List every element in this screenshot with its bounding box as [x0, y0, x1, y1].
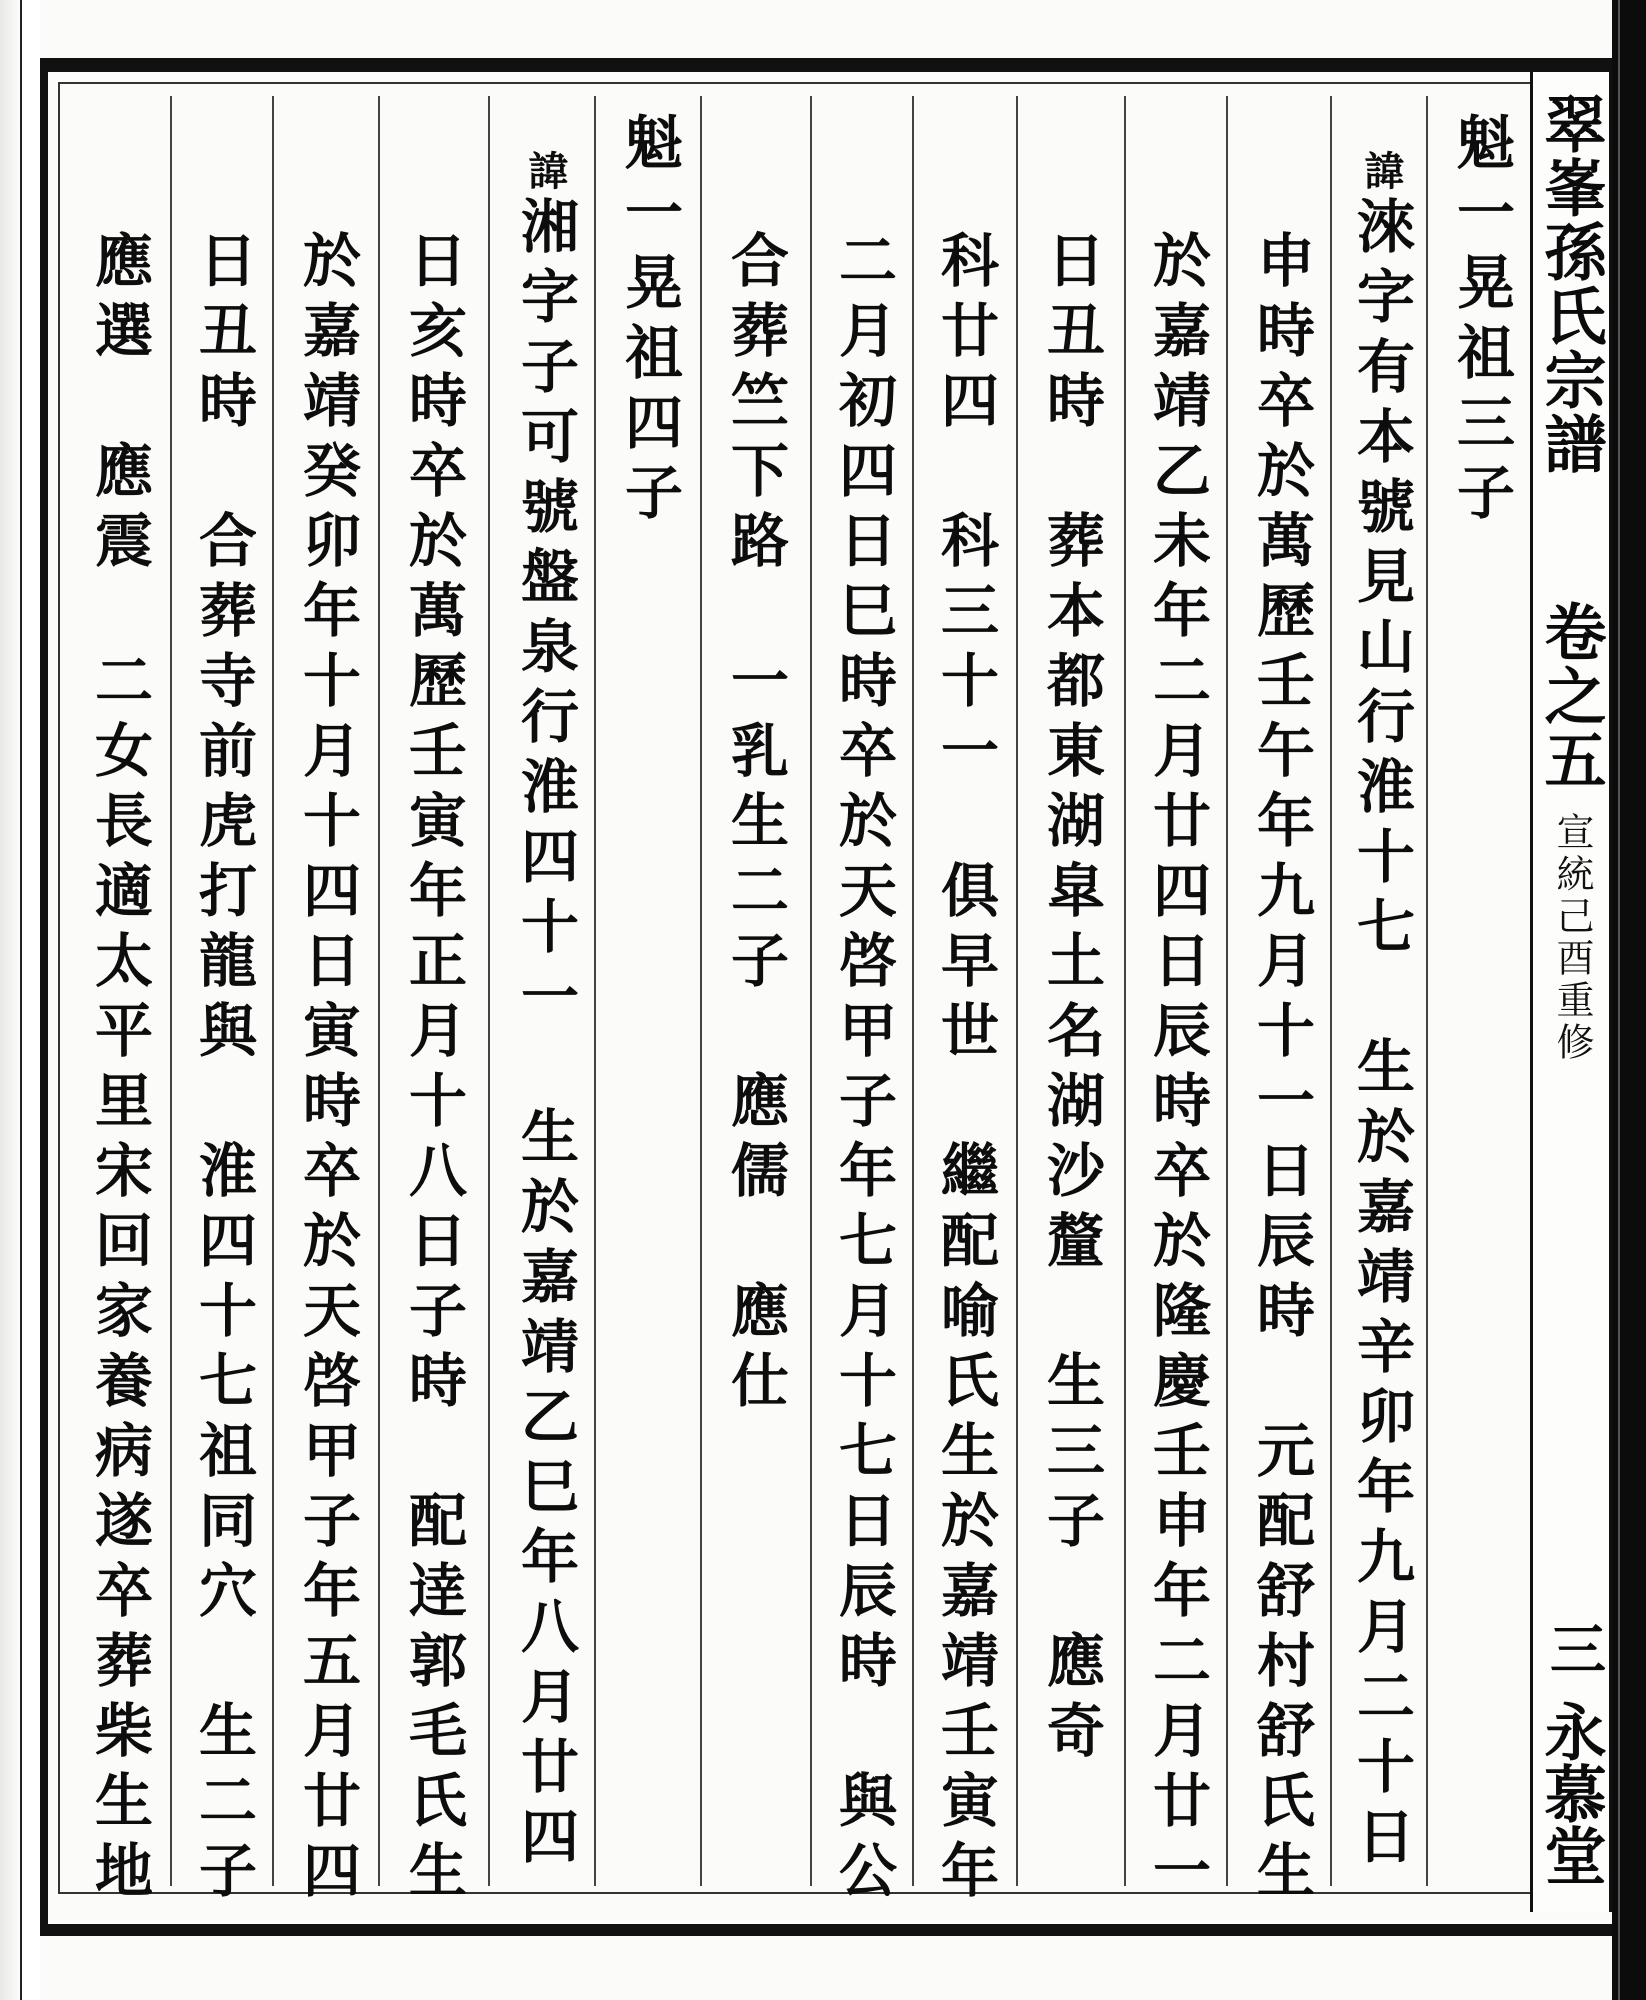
- column-text: 合葬竺下路 一乳生二子 應儒 應仕: [721, 230, 789, 1420]
- page-number: 三: [1541, 1620, 1607, 1676]
- book-spine-edge: [1612, 0, 1646, 2000]
- column-text: 日丑時 合葬寺前虎打龍與 淮四十七祖同穴 生二子: [189, 230, 257, 1910]
- column-divider: [810, 96, 812, 1886]
- column-divider: [1426, 96, 1428, 1886]
- text-column-5: [1026, 230, 1116, 1770]
- column-divider: [378, 96, 380, 1886]
- column-text: 於嘉靖乙未年二月廿四日辰時卒於隆慶壬申年二月廿一: [1143, 230, 1211, 1910]
- column-text: 魁一晃祖四子: [615, 112, 683, 532]
- column-text: 二月初四日巳時卒於天啓甲子年七月十七日辰時 與公: [829, 230, 897, 1910]
- text-column-11: [388, 230, 478, 1910]
- edition-label: 宣統己酉重修: [1550, 812, 1594, 1064]
- column-divider: [1226, 96, 1228, 1886]
- book-title: 翠峯孫氏宗譜: [1534, 92, 1607, 476]
- column-text: 湘字子可號盤泉行淮四十一 生於嘉靖乙巳年八月廿四: [511, 196, 579, 1876]
- column-divider: [1330, 96, 1332, 1886]
- text-column-2: [1336, 150, 1426, 1876]
- column-divider: [1016, 96, 1018, 1886]
- previous-page-edge: [0, 0, 40, 2000]
- column-text: 科廿四 科三十一 俱早世 繼配喻氏生於嘉靖壬寅年: [931, 230, 999, 1910]
- text-column-8: [710, 230, 800, 1420]
- text-column-13: [178, 230, 268, 1910]
- column-text: 日丑時 葬本都東湖皐土名湖沙釐 生三子 應奇: [1037, 230, 1105, 1770]
- column-text: 於嘉靖癸卯年十月十四日寅時卒於天啓甲子年五月廿四: [293, 230, 361, 1910]
- taboo-name-marker: 諱: [522, 150, 569, 196]
- text-column-6: [920, 230, 1010, 1910]
- hall-name: 永慕堂: [1534, 1700, 1607, 1886]
- text-column-14: [74, 230, 164, 1910]
- text-column-7: [818, 230, 908, 1910]
- column-text: 日亥時卒於萬歷壬寅年正月十八日子時 配逹郭毛氏生: [399, 230, 467, 1910]
- column-divider: [700, 96, 702, 1886]
- text-column-3: [1236, 230, 1326, 1910]
- text-column-10: [500, 150, 590, 1876]
- column-divider: [488, 96, 490, 1886]
- column-text: 魁一晃祖三子: [1447, 112, 1515, 532]
- text-column-9: [604, 112, 694, 532]
- column-divider: [272, 96, 274, 1886]
- text-column-12: [282, 230, 372, 1910]
- column-divider: [594, 96, 596, 1886]
- column-text: 淶字有本號見山行淮十七 生於嘉靖辛卯年九月二十日: [1347, 196, 1415, 1876]
- column-text: 申時卒於萬歷壬午年九月十一日辰時 元配舒村舒氏生: [1247, 230, 1315, 1910]
- volume-label: 卷之五: [1534, 600, 1607, 792]
- taboo-name-marker: 諱: [1358, 150, 1405, 196]
- column-text: 應選 應震 二女長適太平里宋回家養病遂卒葬柴生地: [85, 230, 153, 1910]
- column-divider: [170, 96, 172, 1886]
- column-divider: [1124, 96, 1126, 1886]
- column-divider: [912, 96, 914, 1886]
- text-column-1: [1436, 112, 1526, 532]
- text-column-4: [1132, 230, 1222, 1910]
